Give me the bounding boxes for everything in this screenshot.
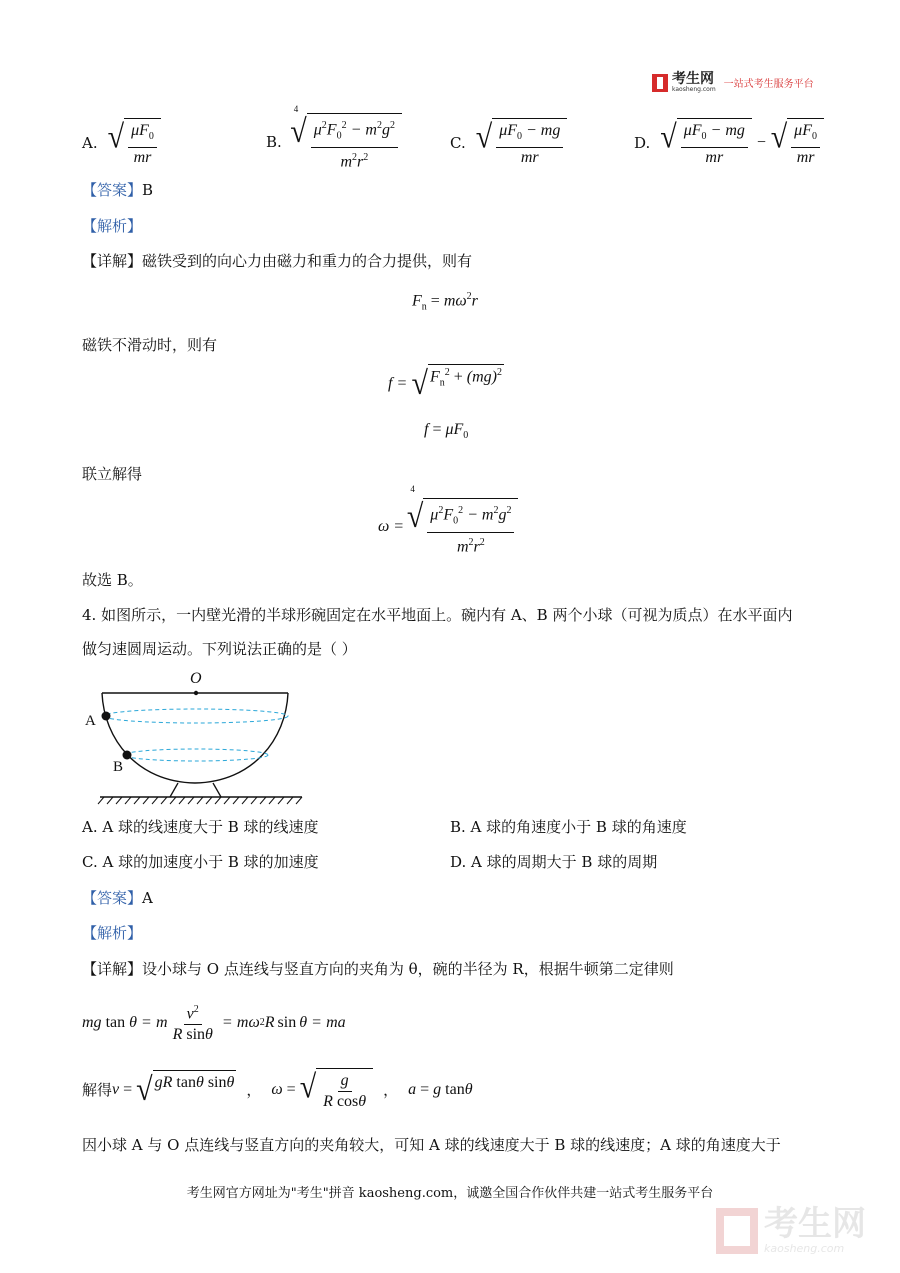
q3-option-a <box>82 118 161 168</box>
q3-option-b-formula: 4 √ $\frac{\mu^2F_0^2 - m^2g^2}{m^2r^2}$ <box>292 113 402 172</box>
q3-option-a-label: A. <box>82 134 98 153</box>
q3-option-b-label: B. <box>266 133 282 152</box>
q3-line3: 联立解得 <box>82 465 143 483</box>
q4-detail-text: 设小球与 O 点连线与竖直方向的夹角为 θ，碗的半径为 R，根据牛顿第二定律则 <box>142 960 674 978</box>
figure-label-b: B <box>113 759 124 775</box>
q3-eq-centripetal: $F_n = m\omega^2r$ <box>412 291 478 313</box>
q3-option-d-label: D. <box>634 134 651 153</box>
q3-line2: 磁铁不滑动时，则有 <box>82 336 218 354</box>
q3-option-d: D. √ $\frac{\mu F_0 - mg}{mr}$ − √ $\frac{\mu F_0}{mr}$ <box>634 118 824 168</box>
q4-stem-line2: 做匀速圆周运动。下列说法正确的是（ ） <box>82 640 357 658</box>
bowl-leg-left <box>170 783 178 797</box>
watermark <box>716 1206 866 1255</box>
q3-eq-friction-sum: f = √ $F_n^2 + (mg)^2$ <box>388 364 504 404</box>
logo-text <box>672 72 716 93</box>
q3-option-d-formula-1: √ $\frac{\mu F_0 - mg}{mr}$ <box>660 118 752 168</box>
watermark-mark-icon <box>716 1208 758 1254</box>
q3-detail-line <box>82 251 472 271</box>
q4-option-c: C. A 球的加速度小于 B 球的加速度 <box>82 853 319 871</box>
logo-domain: kaosheng.com <box>672 86 716 93</box>
q3-detail-text: 磁铁受到的向心力由磁力和重力的合力提供，则有 <box>142 252 473 270</box>
q3-option-a-formula: √ $\frac{\mu F_0}{mr}$ <box>108 118 161 168</box>
q3-option-c-label: C. <box>450 134 466 153</box>
logo-name: 考生网 <box>672 71 714 87</box>
q4-option-a: A. A 球的线速度大于 B 球的线速度 <box>82 818 319 836</box>
ball-b <box>123 751 132 760</box>
q4-solve-prefix: 解得 <box>82 1081 113 1099</box>
q4-option-d: D. A 球的周期大于 B 球的周期 <box>450 853 658 871</box>
q3-answer-value: B <box>142 181 154 199</box>
q4-solution-line: 解得 v = √ gR tanθ sinθ ， ω = √ $\frac{g}{\text{R cosθ}}$ ， a = g tanθ <box>82 1069 473 1110</box>
footer-text: 考生网官方网址为"考生"拼音 kaosheng.com，诚邀全国合作伙伴共建一站式考生服务平台 <box>186 1186 714 1201</box>
q4-last-line: 因小球 A 与 O 点连线与竖直方向的夹角较大，可知 A 球的线速度大于 B 球的线速度；A 球的角速度大于 <box>82 1136 781 1154</box>
q3-option-b <box>266 104 402 172</box>
q4-detail-line <box>82 959 674 979</box>
bowl-figure <box>82 664 312 806</box>
ground-hatch <box>98 797 302 804</box>
orbit-b <box>124 749 268 761</box>
orbit-a <box>104 709 288 723</box>
q4-analysis-tag: 【解析】 <box>82 924 143 942</box>
q4-answer-line <box>82 888 153 908</box>
site-logo <box>652 72 814 93</box>
bowl-leg-right <box>213 783 221 797</box>
q3-option-c-formula: √ $\frac{\mu F_0 - mg}{mr}$ <box>476 118 568 168</box>
q4-option-b: B. A 球的角速度小于 B 球的角速度 <box>450 818 687 836</box>
figure-label-o: O <box>190 670 202 687</box>
center-point-o <box>194 691 198 695</box>
watermark-domain: kaosheng.com <box>764 1242 845 1255</box>
q3-eq-omega: ω = 4 √ $\frac{\mu^2F_0^2 - m^2g^2}{m^2r^2}$ <box>378 498 518 557</box>
q3-answer-line <box>82 180 153 200</box>
bowl-outline <box>102 693 288 783</box>
logo-slogan: 一站式考生服务平台 <box>723 79 814 90</box>
q3-eq-friction-max: $f = \mu F_0$ <box>424 421 469 442</box>
q3-analysis-tag: 【解析】 <box>82 217 143 235</box>
q4-answer-tag: 【答案】 <box>82 889 143 907</box>
watermark-name: 考生网 <box>764 1204 866 1244</box>
logo-mark-icon <box>652 74 668 92</box>
ball-a <box>102 712 111 721</box>
figure-label-a: A <box>85 713 96 729</box>
q3-option-c <box>450 118 567 168</box>
q4-detail-tag: 【详解】 <box>82 960 143 978</box>
q4-stem-line1: 4. 如图所示，一内壁光滑的半球形碗固定在水平地面上。碗内有 A、B 两个小球（可视为质点）在水平面内 <box>82 606 793 624</box>
q4-eq-newton: mg tan θ = m $\frac{v^2}{\text{R sinθ}}$ = mω 2 R sin θ = ma <box>82 1000 346 1045</box>
q3-detail-tag: 【详解】 <box>82 252 143 270</box>
q4-answer-value: A <box>142 889 153 907</box>
q3-conclusion: 故选 B。 <box>82 571 143 589</box>
q3-option-d-formula-2: √ $\frac{\mu F_0}{mr}$ <box>771 118 824 168</box>
q3-answer-tag: 【答案】 <box>82 181 143 199</box>
